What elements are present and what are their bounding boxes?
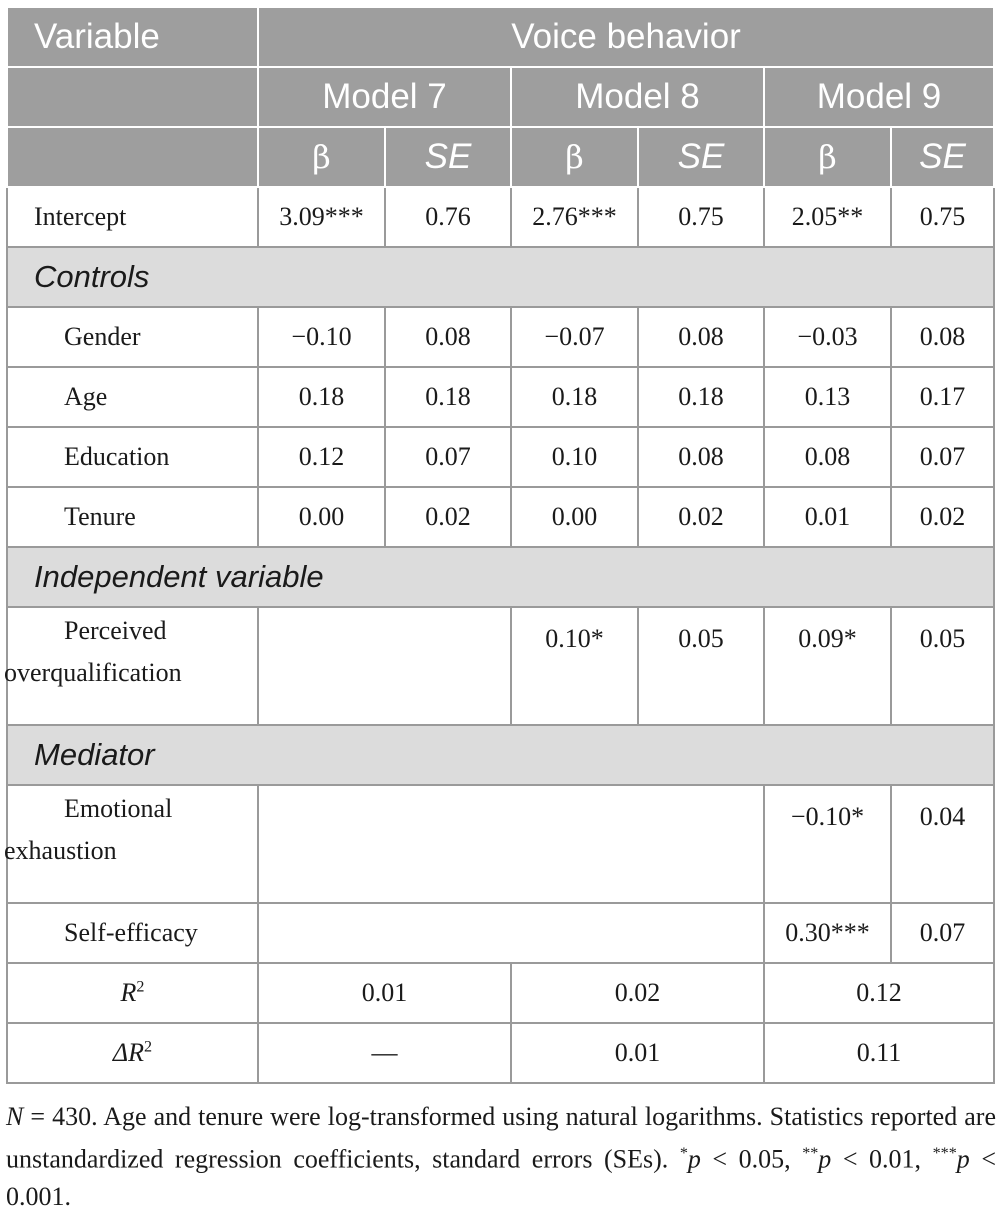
header-model-9: Model 9 [764, 67, 994, 127]
cell: 0.18 [638, 367, 764, 427]
cell: 0.18 [511, 367, 638, 427]
row-label [4, 607, 258, 725]
header-beta: β [511, 127, 638, 187]
section-heading-mediator: Mediator [7, 725, 994, 785]
cell: 0.02 [638, 487, 764, 547]
row-label: Gender [7, 307, 258, 367]
cell: 2.05** [764, 187, 891, 247]
note-text: < 0.001. [6, 1144, 996, 1211]
cell: 0.18 [385, 367, 511, 427]
note-text: = 430. Age and tenure were log-transformed using natural logarithms. Statistics reported are unstandardized regression coefficients, standard errors (SEs). [6, 1102, 996, 1174]
row-label: Age [7, 367, 258, 427]
row-label: Tenure [7, 487, 258, 547]
cell: 0.30*** [764, 903, 891, 963]
cell: 0.01 [258, 963, 511, 1023]
delta-r2-sup: 2 [144, 1038, 153, 1056]
cell: 0.02 [511, 963, 764, 1023]
header-variable: Variable [7, 7, 258, 67]
header-se: SE [638, 127, 764, 187]
cell: 0.01 [764, 487, 891, 547]
r2-symbol: R [120, 978, 137, 1007]
cell-empty [258, 607, 511, 725]
table-footnote [6, 1098, 996, 1215]
cell-empty [258, 785, 764, 903]
header-model-7: Model 7 [258, 67, 511, 127]
cell: 0.13 [764, 367, 891, 427]
row-label-line2: overqualification [4, 658, 182, 687]
table-row [7, 307, 994, 367]
cell: 0.09* [764, 607, 891, 725]
cell: 0.00 [258, 487, 385, 547]
cell: — [258, 1023, 511, 1083]
cell: 0.07 [891, 903, 994, 963]
header-voice-behavior: Voice behavior [258, 7, 994, 67]
cell: 0.10 [511, 427, 638, 487]
r2-sup: 2 [136, 978, 145, 996]
cell: −0.10 [258, 307, 385, 367]
note-star: *** [932, 1145, 957, 1162]
cell: 0.18 [258, 367, 385, 427]
cell: 0.04 [891, 785, 994, 903]
cell: 0.12 [258, 427, 385, 487]
section-heading-independent: Independent variable [7, 547, 994, 607]
cell: 0.11 [764, 1023, 994, 1083]
cell: 0.02 [891, 487, 994, 547]
cell: −0.10* [764, 785, 891, 903]
cell: 0.01 [511, 1023, 764, 1083]
cell: 0.08 [764, 427, 891, 487]
cell: 0.75 [891, 187, 994, 247]
row-label: Self-efficacy [7, 903, 258, 963]
cell: 0.12 [764, 963, 994, 1023]
note-n: N [6, 1102, 24, 1131]
cell: 0.76 [385, 187, 511, 247]
header-model-8: Model 8 [511, 67, 764, 127]
table-row [7, 785, 994, 903]
regression-table [6, 6, 995, 1084]
cell: 0.07 [891, 427, 994, 487]
cell: 0.02 [385, 487, 511, 547]
table-row [7, 963, 994, 1023]
section-row [7, 547, 994, 607]
row-label-r2 [7, 963, 258, 1023]
table-row [7, 903, 994, 963]
table-row [7, 427, 994, 487]
note-text: < 0.01, [831, 1144, 933, 1174]
cell: 0.08 [385, 307, 511, 367]
cell: 2.76*** [511, 187, 638, 247]
note-p: p [818, 1144, 832, 1174]
table-row [7, 487, 994, 547]
table-row [7, 367, 994, 427]
header-se: SE [385, 127, 511, 187]
cell: 0.08 [638, 307, 764, 367]
cell: 0.10* [511, 607, 638, 725]
note-star: ** [802, 1145, 819, 1162]
header-blank [7, 127, 258, 187]
row-label-line1: Perceived [64, 616, 167, 645]
row-label: Intercept [7, 187, 258, 247]
note-star: * [679, 1145, 688, 1162]
table-row [7, 607, 994, 725]
delta-r2-symbol: ΔR [112, 1038, 145, 1067]
cell-empty [258, 903, 764, 963]
section-row [7, 725, 994, 785]
cell: 0.05 [891, 607, 994, 725]
cell: 0.00 [511, 487, 638, 547]
header-se: SE [891, 127, 994, 187]
row-label-delta-r2 [7, 1023, 258, 1083]
cell: 3.09*** [258, 187, 385, 247]
section-row [7, 247, 994, 307]
note-p: p [687, 1144, 701, 1174]
row-label-line2: exhaustion [4, 836, 117, 865]
cell: −0.07 [511, 307, 638, 367]
section-heading-controls: Controls [7, 247, 994, 307]
cell: 0.08 [638, 427, 764, 487]
table-row [7, 1023, 994, 1083]
header-blank [7, 67, 258, 127]
table-row [7, 187, 994, 247]
row-label [4, 785, 258, 903]
header-beta: β [258, 127, 385, 187]
header-beta: β [764, 127, 891, 187]
note-p: p [956, 1144, 970, 1174]
cell: 0.17 [891, 367, 994, 427]
row-label: Education [7, 427, 258, 487]
cell: −0.03 [764, 307, 891, 367]
cell: 0.05 [638, 607, 764, 725]
row-label-line1: Emotional [64, 794, 173, 823]
cell: 0.08 [891, 307, 994, 367]
cell: 0.75 [638, 187, 764, 247]
note-text: < 0.05, [700, 1144, 803, 1174]
cell: 0.07 [385, 427, 511, 487]
